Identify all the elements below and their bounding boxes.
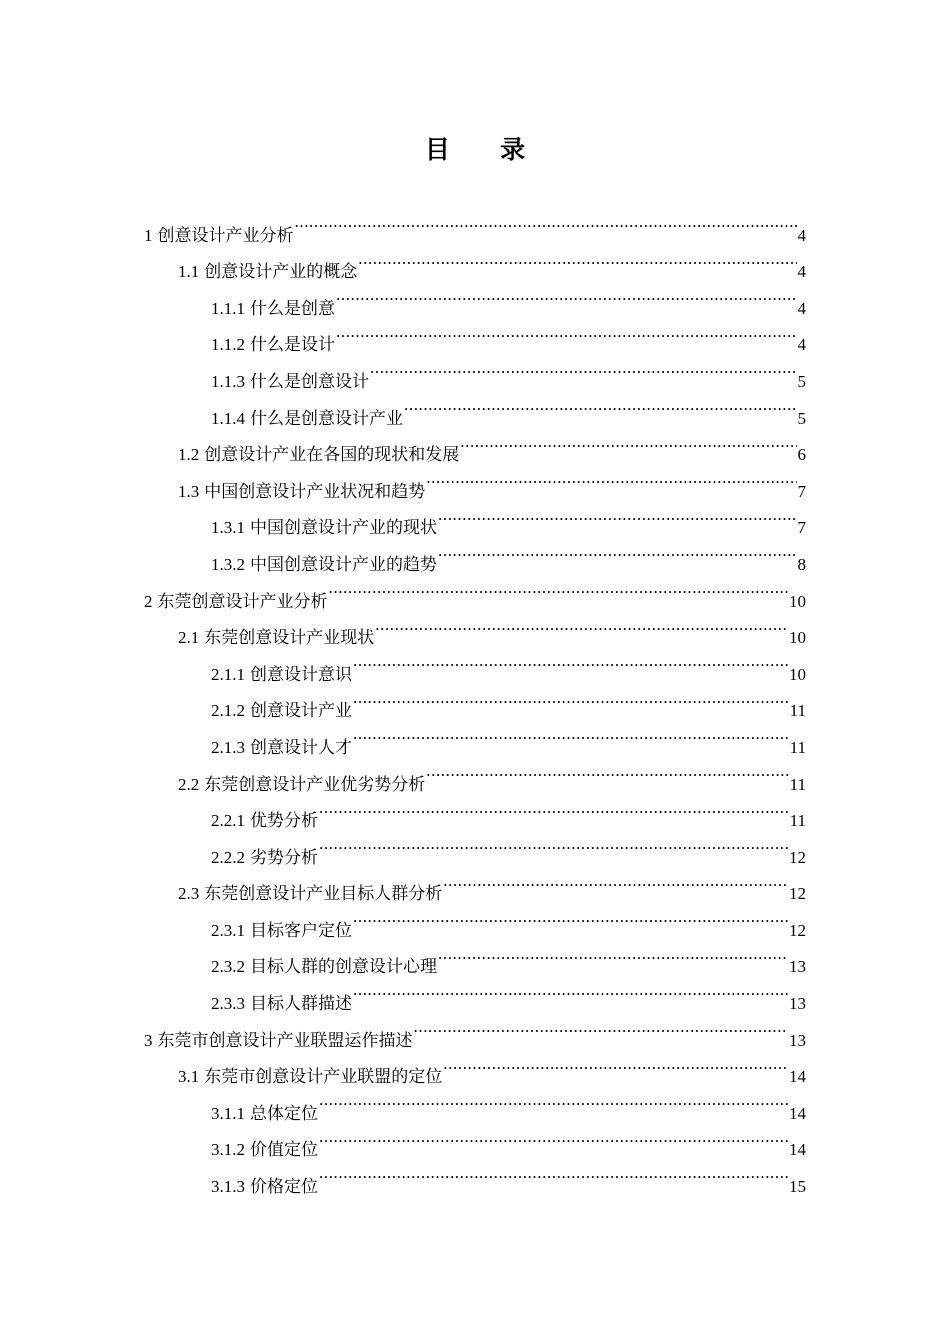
toc-entry-text: 东莞创意设计产业目标人群分析 bbox=[204, 884, 443, 904]
toc-dot-leader bbox=[426, 753, 788, 790]
toc-entry-number: 3.1.3 bbox=[211, 1177, 245, 1197]
toc-entry-text: 东莞创意设计产业现状 bbox=[204, 628, 375, 648]
toc-entry-number: 1.1.3 bbox=[211, 371, 245, 391]
toc-dot-leader bbox=[319, 1119, 788, 1156]
toc-entry-number: 2.3 bbox=[178, 884, 200, 904]
toc-entry-text: 什么是设计 bbox=[250, 335, 335, 355]
toc-entry-number: 2.2.2 bbox=[211, 847, 245, 867]
toc-entry-number: 2.1.2 bbox=[211, 701, 245, 721]
toc-entry-text: 中国创意设计产业状况和趋势 bbox=[204, 481, 426, 501]
toc-dot-leader bbox=[353, 716, 789, 753]
toc-entry-number: 3 bbox=[144, 1030, 153, 1050]
toc-page-number: 4 bbox=[797, 262, 806, 282]
toc-page-number: 6 bbox=[797, 445, 806, 465]
toc-entry-number: 1.2 bbox=[178, 445, 200, 465]
toc-dot-leader bbox=[353, 972, 788, 1009]
toc-dot-leader bbox=[438, 533, 797, 570]
toc-dot-leader bbox=[295, 204, 797, 241]
toc-entry-number: 1 bbox=[144, 225, 153, 245]
toc-entry-number: 1.1 bbox=[178, 262, 200, 282]
toc-page-number: 12 bbox=[789, 884, 806, 904]
toc-dot-leader bbox=[438, 936, 788, 973]
toc-entry-text: 什么是创意设计 bbox=[250, 371, 369, 391]
toc-page-number: 13 bbox=[789, 957, 806, 977]
toc-dot-leader bbox=[438, 497, 797, 534]
toc-page-number: 10 bbox=[789, 664, 806, 684]
toc-page-number: 4 bbox=[797, 298, 806, 318]
toc-page-number: 14 bbox=[789, 1103, 806, 1123]
toc-dot-leader bbox=[404, 387, 797, 424]
toc-page-number: 8 bbox=[797, 554, 806, 574]
toc-entry-number: 2.2 bbox=[178, 774, 200, 794]
toc-page-number: 11 bbox=[789, 774, 806, 794]
toc-page-number: 10 bbox=[789, 591, 806, 611]
toc-page-number: 4 bbox=[797, 335, 806, 355]
toc-page-number: 14 bbox=[789, 1067, 806, 1087]
toc-page-number: 10 bbox=[789, 628, 806, 648]
toc-dot-leader bbox=[460, 424, 796, 461]
toc-dot-leader bbox=[319, 790, 789, 827]
toc-page-number: 11 bbox=[789, 701, 806, 721]
toc-entry-text: 什么是创意设计产业 bbox=[250, 408, 403, 428]
toc-entry-number: 1.1.4 bbox=[211, 408, 245, 428]
toc-entry-1[interactable] bbox=[144, 204, 806, 245]
toc-entry-number: 2.3.3 bbox=[211, 994, 245, 1014]
toc-dot-leader bbox=[353, 680, 789, 717]
toc-page-number: 11 bbox=[789, 811, 806, 831]
toc-entry-text: 中国创意设计产业的趋势 bbox=[250, 554, 437, 574]
toc-page-number: 11 bbox=[789, 737, 806, 757]
toc-entry-text: 创意设计产业的概念 bbox=[204, 262, 358, 282]
toc-entry-text: 创意设计意识 bbox=[250, 664, 352, 684]
toc-entry-text: 创意设计产业 bbox=[250, 701, 352, 721]
toc-entry-number: 2.1.1 bbox=[211, 664, 245, 684]
toc-entry-number: 3.1 bbox=[178, 1067, 200, 1087]
toc-dot-leader bbox=[319, 826, 788, 863]
toc-dot-leader bbox=[353, 899, 788, 936]
toc-entry-text: 东莞创意设计产业优劣势分析 bbox=[204, 774, 426, 794]
toc-entry-text: 东莞市创意设计产业联盟的定位 bbox=[204, 1067, 443, 1087]
toc-entry-number: 3.1.1 bbox=[211, 1103, 245, 1123]
toc-dot-leader bbox=[414, 1009, 789, 1046]
toc-entry-number: 2.2.1 bbox=[211, 811, 245, 831]
toc-entry-text: 价格定位 bbox=[250, 1177, 318, 1197]
toc-page-number: 13 bbox=[789, 1030, 806, 1050]
toc-entry-number: 1.3.1 bbox=[211, 518, 245, 538]
toc-entry-number: 3.1.2 bbox=[211, 1140, 245, 1160]
toc-entry-text: 优势分析 bbox=[250, 811, 318, 831]
toc-entry-text: 东莞创意设计产业分析 bbox=[157, 591, 328, 611]
toc-entry-text: 中国创意设计产业的现状 bbox=[250, 518, 437, 538]
toc-title: 目 录 bbox=[424, 137, 548, 164]
toc-entry-number: 1.3 bbox=[178, 481, 200, 501]
toc-dot-leader bbox=[375, 607, 788, 644]
toc-entry-text: 什么是创意 bbox=[250, 298, 335, 318]
toc-entry-number: 1.3.2 bbox=[211, 554, 245, 574]
toc-page-number: 4 bbox=[797, 225, 806, 245]
toc-page-number: 5 bbox=[797, 371, 806, 391]
toc-entry-number: 2.1 bbox=[178, 628, 200, 648]
toc-dot-leader bbox=[353, 643, 788, 680]
toc-dot-leader bbox=[370, 350, 797, 387]
toc-dot-leader bbox=[319, 1155, 788, 1192]
toc-entry-text: 创意设计产业在各国的现状和发展 bbox=[204, 445, 460, 465]
toc-page-number: 7 bbox=[797, 518, 806, 538]
toc-dot-leader bbox=[358, 241, 796, 278]
toc-entry-text: 目标客户定位 bbox=[250, 920, 352, 940]
toc-dot-leader bbox=[336, 277, 797, 314]
toc-entry-text: 总体定位 bbox=[250, 1103, 318, 1123]
toc-dot-leader bbox=[329, 570, 789, 607]
toc-entry-text: 劣势分析 bbox=[250, 847, 318, 867]
toc-entry-text: 价值定位 bbox=[250, 1140, 318, 1160]
toc-entry-text: 创意设计产业分析 bbox=[157, 225, 294, 245]
toc-page-number: 13 bbox=[789, 994, 806, 1014]
toc-page-number: 12 bbox=[789, 847, 806, 867]
toc-entry-number: 1.1.2 bbox=[211, 335, 245, 355]
toc-dot-leader bbox=[319, 1082, 788, 1119]
toc-entry-number: 2 bbox=[144, 591, 153, 611]
toc-entry-number: 2.3.2 bbox=[211, 957, 245, 977]
toc-page-number: 5 bbox=[797, 408, 806, 428]
toc-page-number: 14 bbox=[789, 1140, 806, 1160]
toc-page-number: 12 bbox=[789, 920, 806, 940]
toc-entry-text: 目标人群描述 bbox=[250, 994, 352, 1014]
toc-entry-text: 东莞市创意设计产业联盟运作描述 bbox=[157, 1030, 413, 1050]
toc-entry-number: 1.1.1 bbox=[211, 298, 245, 318]
toc-entry-text: 创意设计人才 bbox=[250, 737, 352, 757]
toc-entry-number: 2.3.1 bbox=[211, 920, 245, 940]
toc-page-number: 15 bbox=[789, 1177, 806, 1197]
toc-entry-text: 目标人群的创意设计心理 bbox=[250, 957, 437, 977]
toc-dot-leader bbox=[336, 314, 797, 351]
table-of-contents bbox=[144, 204, 806, 1197]
toc-dot-leader bbox=[443, 863, 788, 900]
toc-dot-leader bbox=[426, 460, 796, 497]
toc-entry-number: 2.1.3 bbox=[211, 737, 245, 757]
toc-dot-leader bbox=[443, 1046, 788, 1083]
toc-page-number: 7 bbox=[797, 481, 806, 501]
